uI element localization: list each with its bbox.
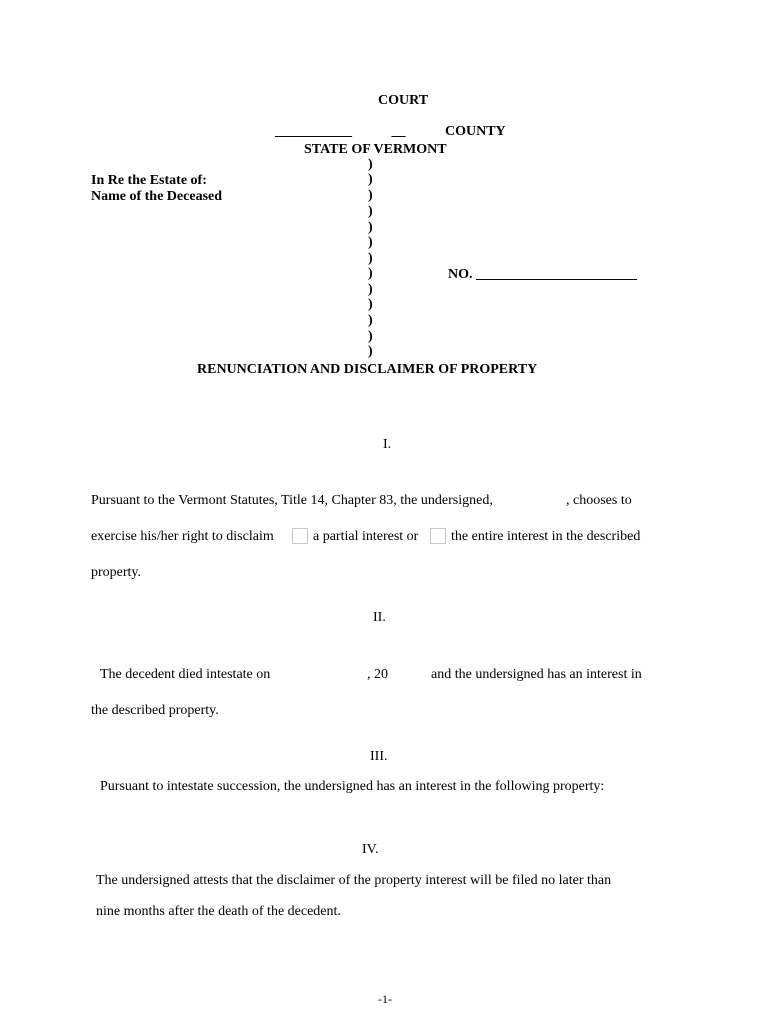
section-4-heading: IV. — [362, 842, 379, 857]
caption-paren: ) — [368, 313, 373, 328]
partial-interest-checkbox[interactable] — [292, 528, 308, 544]
caption-paren: ) — [368, 329, 373, 344]
caption-paren: ) — [368, 220, 373, 235]
section-1-text: Pursuant to the Vermont Statutes, Title 14, Chapter 83, the undersigned, — [91, 493, 493, 508]
caption-paren: ) — [368, 282, 373, 297]
death-year-field[interactable] — [393, 667, 427, 683]
court-heading: COURT — [378, 93, 429, 108]
section-4-text: The undersigned attests that the disclaimer of the property interest will be filed no later than — [96, 873, 612, 888]
document-title: RENUNCIATION AND DISCLAIMER OF PROPERTY — [197, 362, 538, 377]
section-2-text: , 20 — [367, 667, 388, 682]
entire-interest-checkbox[interactable] — [430, 528, 446, 544]
death-date-field[interactable] — [290, 667, 364, 683]
section-1-heading: I. — [383, 437, 392, 452]
caption-paren: ) — [368, 266, 373, 281]
estate-label: In Re the Estate of: — [91, 173, 207, 188]
caption-paren: ) — [368, 344, 373, 359]
caption-paren: ) — [368, 172, 373, 187]
section-3-text: Pursuant to intestate succession, the undersigned has an interest in the following property: — [100, 779, 605, 794]
entire-interest-label: the entire interest in the described — [451, 529, 641, 544]
section-1-text: , chooses to — [566, 493, 632, 508]
caption-paren: ) — [368, 204, 373, 219]
caption-paren: ) — [368, 251, 373, 266]
county-line: ___________ __ COUNTY — [275, 124, 506, 139]
partial-interest-label: a partial interest or — [313, 529, 419, 544]
caption-paren: ) — [368, 188, 373, 203]
page-number: -1- — [378, 992, 392, 1006]
section-2-heading: II. — [373, 610, 386, 625]
section-1-text: property. — [91, 565, 142, 580]
state-heading: STATE OF VERMONT — [304, 142, 447, 157]
section-3-heading: III. — [370, 749, 388, 764]
caption-paren: ) — [368, 157, 373, 172]
case-number-field[interactable]: NO. _______________________ — [448, 267, 637, 282]
section-2-text: The decedent died intestate on — [100, 667, 271, 682]
section-1-text: exercise his/her right to disclaim — [91, 529, 274, 544]
deceased-name: Name of the Deceased — [91, 189, 223, 204]
caption-paren: ) — [368, 297, 373, 312]
section-2-text: and the undersigned has an interest in — [431, 667, 642, 682]
undersigned-name-field[interactable] — [530, 493, 564, 509]
section-2-text: the described property. — [91, 703, 219, 718]
section-4-text: nine months after the death of the decedent. — [96, 904, 341, 919]
caption-paren: ) — [368, 235, 373, 250]
